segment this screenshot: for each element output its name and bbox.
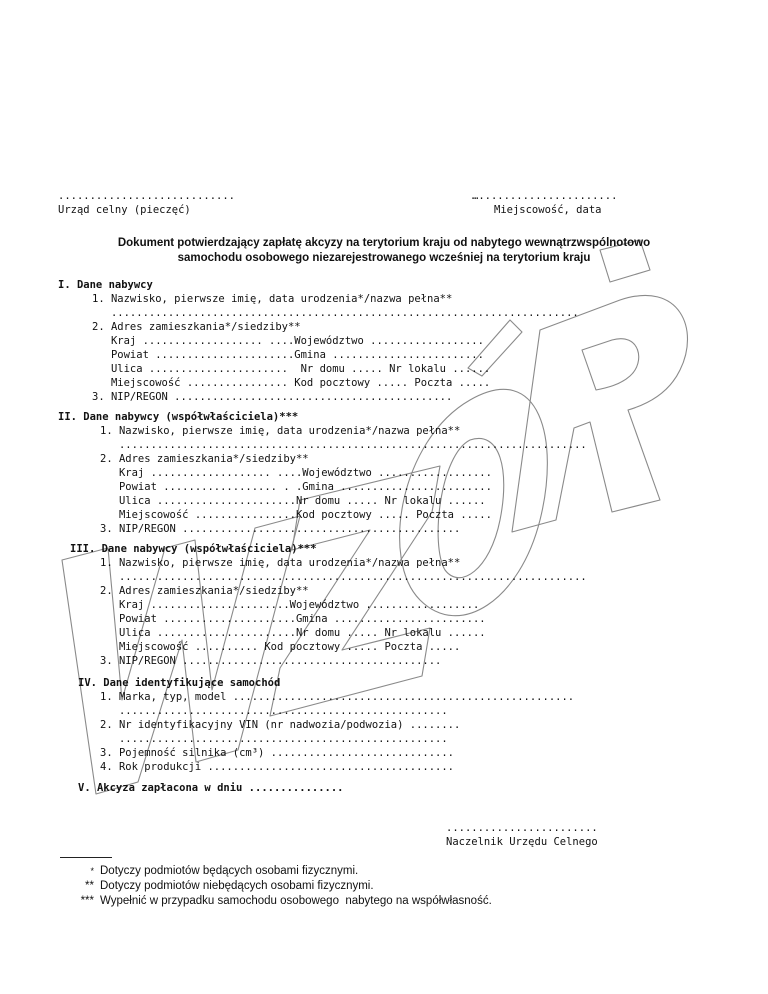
place-date-label: Miejscowość, data	[494, 204, 602, 216]
section-1-line: 1. Nazwisko, pierwsze imię, data urodzenia*/nazwa pełna**	[92, 293, 453, 305]
document-title-line2: samochodu osobowego niezarejestrowanego wcześniej na terytorium kraju	[177, 252, 591, 264]
section-1-heading: I. Dane nabywcy	[58, 279, 153, 291]
section-2-line: 2. Adres zamieszkania*/siedziby**	[100, 453, 309, 465]
section-3-line: 2. Adres zamieszkania*/siedziby**	[100, 585, 309, 597]
section-1	[58, 278, 579, 410]
footnote-text: Dotyczy podmiotów będących osobami fizycznymi.	[100, 865, 359, 877]
section-2-line: Ulica ......................Nr domu ..... Nr lokalu ......	[100, 495, 486, 507]
section-1-line: Ulica ...................... Nr domu ..... Nr lokalu ......	[92, 363, 491, 375]
place-date-dots: …......................	[472, 190, 618, 202]
section-2-line: Kraj ................... ....Województwo ..................	[100, 467, 492, 479]
section-3-heading: III. Dane nabywcy (współwłaściciela)***	[70, 543, 317, 555]
section-5-heading: V. Akcyza zapłacona w dniu ...............	[78, 782, 344, 794]
footnote-mark: ***	[80, 895, 94, 907]
footnote-item	[60, 864, 358, 878]
signature-label: Naczelnik Urzędu Celnego	[446, 836, 598, 848]
section-2-line: 3. NIP/REGON ............................................	[100, 523, 461, 535]
section-2	[58, 410, 587, 542]
footnote-mark: **	[85, 880, 94, 892]
section-1-line: 2. Adres zamieszkania*/siedziby**	[92, 321, 301, 333]
section-4-line: ....................................................	[100, 733, 448, 745]
section-4	[78, 676, 575, 784]
section-1-line: Kraj ................... ....Województwo ..................	[92, 335, 484, 347]
section-4-heading: IV. Dane identyfikujące samochód	[78, 677, 281, 689]
section-4-line: ....................................................	[100, 705, 448, 717]
section-3-line: ..........................................................................	[100, 571, 587, 583]
section-1-line: Miejscowość ................ Kod pocztowy ..... Poczta .....	[92, 377, 491, 389]
document-title-line1: Dokument potwierdzający zapłatę akcyzy na terytorium kraju od nabytego wewnątrzwspólnotowo	[117, 237, 651, 249]
section-2-line: ..........................................................................	[100, 439, 587, 451]
footnote-separator	[60, 857, 112, 858]
footnote-text: Wypełnić w przypadku samochodu osobowego nabytego na współwłasność.	[100, 895, 492, 907]
section-4-line: 2. Nr identyfikacyjny VIN (nr nadwozia/podwozia) ........	[100, 719, 461, 731]
section-3-line: Kraj ......................Województwo ..................	[100, 599, 480, 611]
footnote-item	[60, 894, 492, 908]
customs-office-dots: ............................	[58, 190, 236, 202]
section-2-line: 1. Nazwisko, pierwsze imię, data urodzenia*/nazwa pełna**	[100, 425, 461, 437]
section-1-line: ..........................................................................	[92, 307, 579, 319]
section-3-line: Ulica ......................Nr domu ..... Nr lokalu ......	[100, 627, 486, 639]
section-4-line: 4. Rok produkcji .......................................	[100, 761, 455, 773]
customs-office-label: Urząd celny (pieczęć)	[58, 204, 191, 216]
section-1-line: 3. NIP/REGON ............................................	[92, 391, 453, 403]
section-3	[70, 542, 587, 674]
section-1-line: Powiat ......................Gmina ........................	[92, 349, 484, 361]
section-2-line: Powiat .................. . .Gmina ........................	[100, 481, 492, 493]
footnote-mark: *	[90, 866, 94, 876]
section-3-line: 3. NIP/REGON .........................................	[100, 655, 442, 667]
section-2-heading: II. Dane nabywcy (współwłaściciela)***	[58, 411, 299, 423]
section-3-line: Powiat .....................Gmina ........................	[100, 613, 486, 625]
footnote-item	[60, 879, 374, 893]
footnote-text: Dotyczy podmiotów niebędących osobami fizycznymi.	[100, 880, 374, 892]
watermark-letter-r	[512, 295, 688, 532]
section-3-line: Miejscowość .......... Kod pocztowy ..... Poczta .....	[100, 641, 461, 653]
signature-dots: ........................	[446, 822, 598, 834]
section-2-line: Miejscowość ................Kod pocztowy ..... Poczta .....	[100, 509, 492, 521]
section-4-line: 3. Pojemność silnika (cm³) .............................	[100, 747, 455, 759]
section-4-line: 1. Marka, typ, model ......................................................	[100, 691, 575, 703]
section-3-line: 1. Nazwisko, pierwsze imię, data urodzenia*/nazwa pełna**	[100, 557, 461, 569]
